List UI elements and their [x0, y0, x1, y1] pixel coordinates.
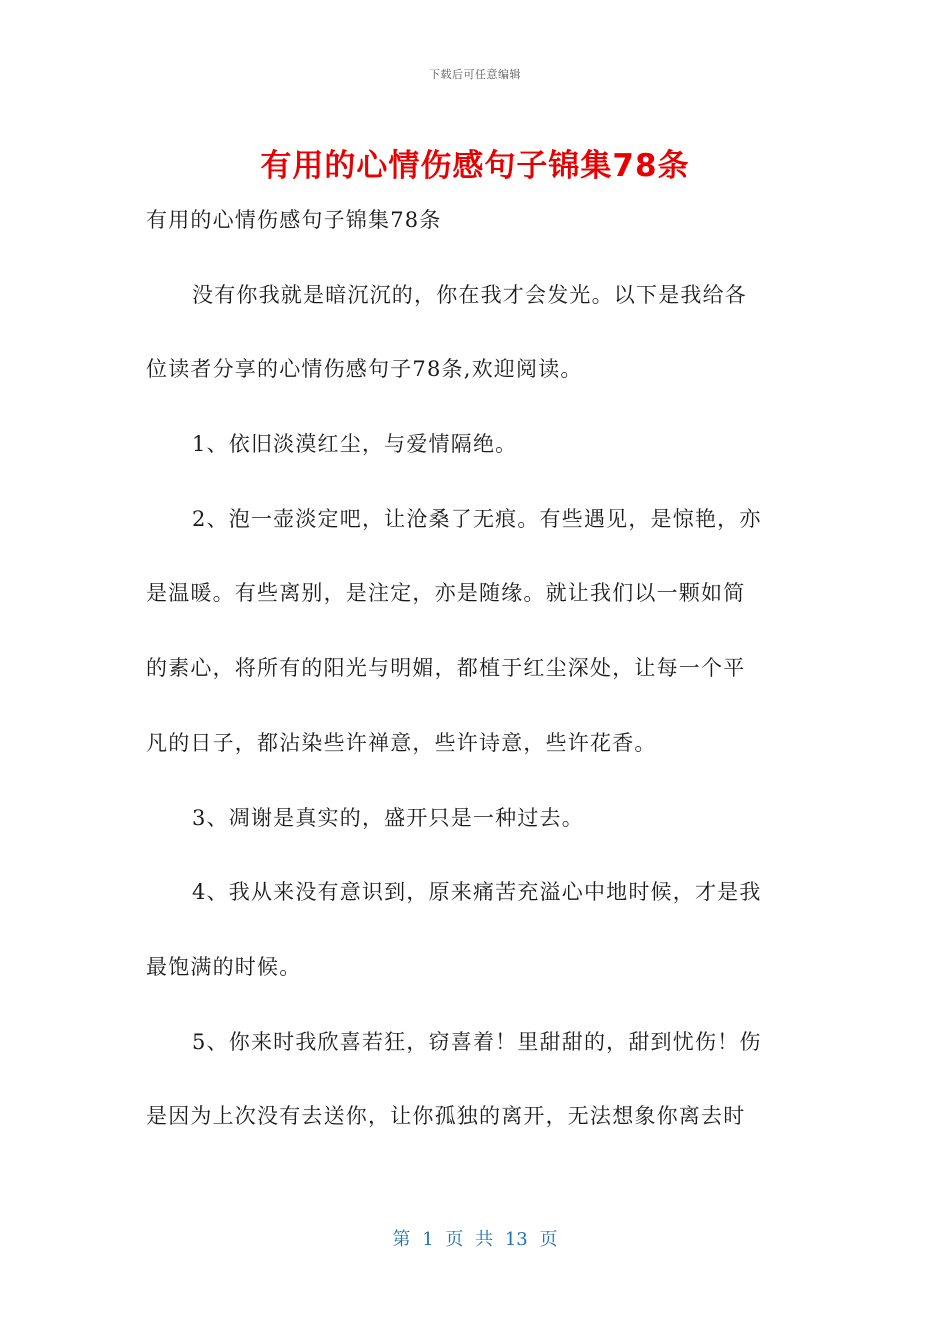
body-text	[146, 198, 806, 1169]
text-line: 1、依旧淡漠红尘，与爱情隔绝。	[192, 432, 518, 457]
page-footer: 第 1 页 共 13 页	[392, 1229, 558, 1250]
text-line: 最饱满的时候。	[146, 954, 302, 979]
text-line: 4、我从来没有意识到，原来痛苦充溢心中地时候，才是我	[192, 880, 762, 905]
text-line: 有用的心情伤感句子锦集78条	[146, 208, 442, 232]
text-line: 凡的日子，都沾染些许禅意，些许诗意，些许花香。	[146, 730, 657, 755]
text-line: 2、泡一壶淡定吧，让沧桑了无痕。有些遇见，是惊艳，亦	[192, 506, 762, 531]
text-line: 5、你来时我欣喜若狂，窃喜着！里甜甜的，甜到忧伤！伤	[192, 1029, 762, 1054]
text-line: 是温暖。有些离别，是注定，亦是随缘。就让我们以一颗如简	[146, 581, 746, 606]
header-note: 下载后可任意编辑	[429, 68, 521, 81]
text-line: 的素心，将所有的阳光与明媚，都植于红尘深处，让每一个平	[146, 656, 746, 681]
text-line: 是因为上次没有去送你，让你孤独的离开，无法想象你离去时	[146, 1104, 746, 1129]
document-title: 有用的心情伤感句子锦集78条	[260, 148, 690, 184]
text-line: 3、凋谢是真实的，盛开只是一种过去。	[192, 805, 584, 830]
text-line: 位读者分享的心情伤感句子78条,欢迎阅读。	[146, 357, 583, 382]
text-line: 没有你我就是暗沉沉的，你在我才会发光。以下是我给各	[192, 282, 747, 307]
